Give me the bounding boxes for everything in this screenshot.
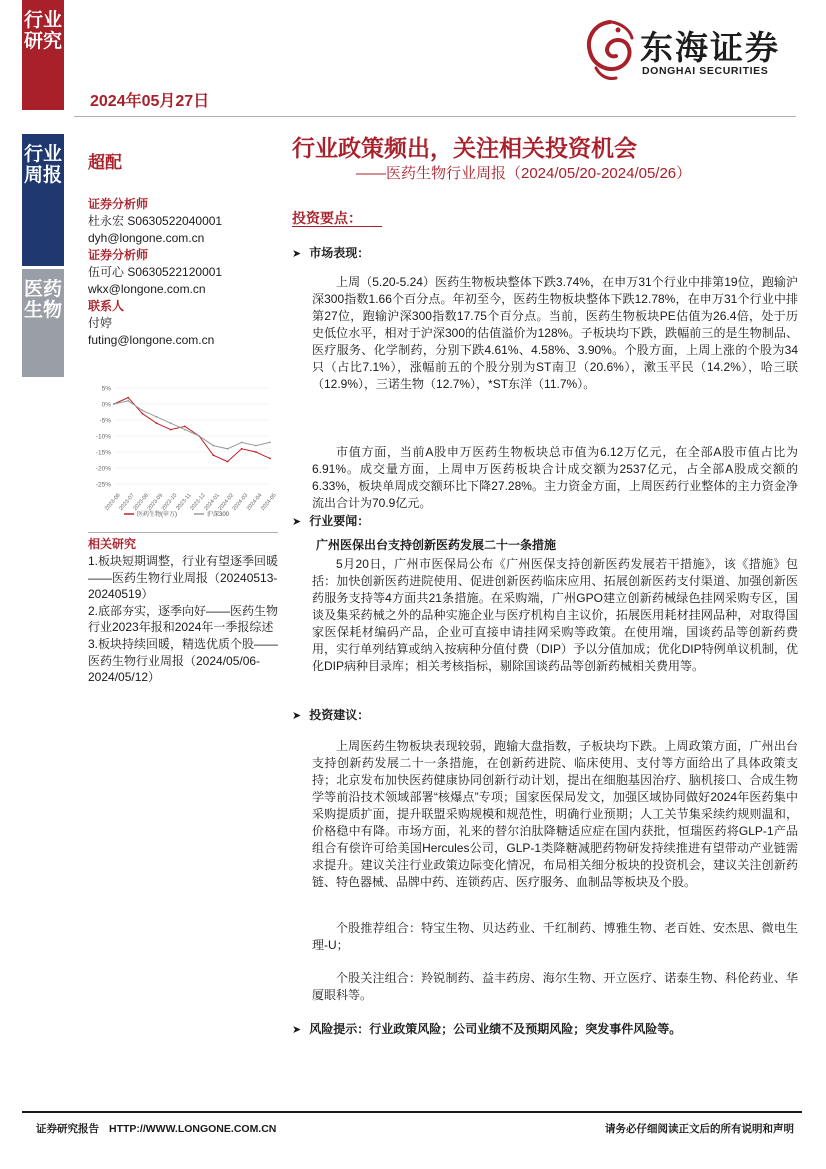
tab-label: 医药生物 <box>23 279 62 321</box>
news-paragraph: 5月20日，广州市医保局公布《广州医保支持创新医药发展若干措施》，该《措施》包括：加快创新医药进院使用、促进创新医药临床应用、拓展创新医药支付渠道、加强创新医药服务支持等4方面共21条措施。在采购端，广州GPO建立创新药械绿色挂网采购专区，国谈及集采药械之外的品种实施企业与医疗机构自主议价，拓展医用耗材挂网品种，对取得国家医保耗材编码产品，企业可直接申请挂网采购等政策。在使用端，国谈药品等创新药费用，实行单列结算或纳入按病种分值付费（DIP）予以分值加成；优化DIP特例单议机制，优化DIP病种目录库；相关考核指标，剔除国谈药品等创新药械相关费用等。 <box>312 557 798 673</box>
chart-point <box>212 454 214 456</box>
related-research <box>88 536 278 686</box>
header-rule <box>74 116 796 117</box>
related-heading: 相关研究 <box>88 537 137 551</box>
chart-point <box>212 445 214 447</box>
market-paragraph-2: 市值方面，当前A股申万医药生物板块总市值为6.12万亿元，在全部A股市值占比为6.91%。成交量方面，上周申万医药板块合计成交额为2537亿元，占全部A股成交额的6.33%，板块单周成交额环比下降27.28%。主力资金方面，上周医药行业整体的主力资金净流出合计为70.9亿元。 <box>312 445 798 510</box>
chart-point <box>170 422 172 424</box>
chart-x-tick-label: 2023-12 <box>189 492 207 512</box>
chart-x-tick-label: 2023-07 <box>118 492 136 512</box>
chart-point <box>141 410 143 412</box>
analyst-role: 证券分析师 <box>88 248 149 262</box>
category-tab-weekly <box>22 134 64 266</box>
footer-left <box>36 1121 276 1136</box>
chart-x-tick-label: 2024-03 <box>231 492 250 512</box>
chart-point <box>184 429 186 431</box>
chart-x-tick-label: 2023-09 <box>146 492 165 512</box>
watch-stocks: 个股关注组合：羚锐制药、益丰药房、海尔生物、开立医疗、诺泰生物、科伦药业、华厦眼科等。 <box>312 971 798 1002</box>
category-tab-research <box>22 0 64 110</box>
footer-rule <box>22 1111 802 1113</box>
related-item[interactable]: 1.板块短期调整，行业有望逐季回暖——医药生物行业周报（20240513-20240519） <box>88 554 279 602</box>
chart-point <box>255 445 257 447</box>
risk-heading: 风险提示： <box>309 1022 370 1036</box>
contact-name: 付婷 <box>88 316 113 330</box>
recommended-stocks: 个股推荐组合：特宝生物、贝达药业、千红制药、博雅生物、老百姓、安杰思、微电生理-U； <box>312 921 798 952</box>
chevron-right-icon: ➤ <box>292 248 302 260</box>
chart-point <box>141 413 143 415</box>
chart-x-tick-label: 2023-06 <box>104 492 122 512</box>
report-subtitle: ——医药生物行业周报（2024/05/20-2024/05/26） <box>356 165 692 182</box>
analyst-name: 杜永宏 S0630522040001 <box>88 214 223 228</box>
contact-role: 联系人 <box>88 299 125 313</box>
section-heading: 行业要闻： <box>309 514 370 528</box>
chart-x-tick-label: 2023-11 <box>175 492 193 512</box>
company-logo <box>582 18 802 82</box>
chart-point <box>241 442 243 444</box>
section-heading: 投资建议： <box>309 708 370 722</box>
chevron-right-icon: ➤ <box>292 516 302 528</box>
chart-point <box>184 426 186 428</box>
analyst-block <box>88 196 278 349</box>
chart-point <box>227 461 229 463</box>
chart-point <box>156 422 158 424</box>
chart-y-tick-label: 0% <box>101 401 111 409</box>
chart-point <box>241 448 243 450</box>
report-title: 行业政策频出，关注相关投资机会 <box>292 135 637 161</box>
footer-report-type: 证券研究报告 <box>36 1123 99 1135</box>
chart-x-tick-label: 2024-02 <box>217 492 236 512</box>
chart-point <box>227 448 229 450</box>
contact-email[interactable]: futing@longone.com.cn <box>88 333 215 347</box>
chart-x-tick-label: 2024-05 <box>260 492 278 512</box>
performance-chart-svg <box>88 382 278 520</box>
chart-x-tick-label: 2024-01 <box>203 492 221 512</box>
logo-text-cn: 东海证券 <box>640 28 780 67</box>
tab-label: 行业周报 <box>23 144 62 186</box>
section-news <box>292 512 369 529</box>
section-heading: 市场表现： <box>309 246 370 260</box>
chart-y-tick-label: -25% <box>95 481 111 489</box>
chart-point <box>127 400 129 402</box>
chart-point <box>269 442 271 444</box>
performance-chart <box>88 382 278 520</box>
chart-point <box>255 451 257 453</box>
chart-y-tick-label: -15% <box>95 449 111 457</box>
advice-paragraph: 上周医药生物板块表现较弱，跑输大盘指数，子板块均下跌。上周政策方面，广州出台支持创新药发展二十一条措施，在创新药进院、临床使用、支付等方面给出了具体政策支持；北京发布加快医药健康协同创新行动计划，提出在细胞基因治疗、脑机接口、合成生物学等前沿技术领域部署“核爆点”专项；国家医保局发文，加强区域协同做好2024年医药集中采购提质扩面，提升联盟采购规模和规范性，明确行业预期；人工关节集采续约规则温和，价格稳中有降。市场方面，礼来的替尔泊肽降糖适应症在国内获批，恒瑞医药将GLP-1产品组合有偿许可给美国Hercules公司，GLP-1类降糖减肥药物研发持续推进有望带动产业链需求提升。建议关注行业政策边际变化情况，布局相关细分板块的投资机会，建议关注创新药链、特色器械、品牌中药、连锁药店、医疗服务、血制品等板块及个股。 <box>312 739 798 889</box>
chart-point <box>170 429 172 431</box>
section-risk <box>292 1020 681 1037</box>
risk-text: 行业政策风险；公司业绩不及预期风险；突发事件风险等。 <box>369 1022 682 1036</box>
chart-point <box>156 416 158 418</box>
chart-point <box>269 458 271 460</box>
analyst-email[interactable]: dyh@longone.com.cn <box>88 231 205 245</box>
chart-x-tick-label: 2023-10 <box>160 492 179 512</box>
footer-disclaimer: 请务必仔细阅读正文后的所有说明和声明 <box>605 1123 794 1135</box>
tab-label: 行业研究 <box>23 10 62 52</box>
related-item[interactable]: 2.底部夯实，逐季向好——医药生物行业2023年报和2024年一季报综述 <box>88 603 279 635</box>
key-points-underline <box>292 226 382 227</box>
chart-x-tick-label: 2023-08 <box>132 492 151 512</box>
chevron-right-icon: ➤ <box>292 710 302 722</box>
industry-rating: 超配 <box>88 153 122 172</box>
chart-x-tick-label: 2024-04 <box>245 492 264 512</box>
chart-legend-label: 医药生物(申万) <box>137 512 177 518</box>
chart-y-tick-label: 5% <box>101 385 111 393</box>
related-item[interactable]: 3.板块持续回暖，精选优质个股——医药生物行业周报（2024/05/06-2024/05/12） <box>88 636 279 685</box>
chart-y-tick-label: -5% <box>99 417 111 425</box>
chart-point <box>113 403 115 405</box>
section-advice <box>292 706 369 723</box>
analyst-email[interactable]: wkx@longone.com.cn <box>88 282 206 296</box>
chart-legend-label: 沪深300 <box>207 512 230 518</box>
report-date: 2024年05月27日 <box>90 93 210 110</box>
chart-y-tick-label: -20% <box>95 465 111 473</box>
news-subheading: 广州医保出台支持创新医药发展二十一条措施 <box>316 538 557 552</box>
dragon-logo-icon <box>582 18 638 82</box>
footer-website-link[interactable]: HTTP://WWW.LONGONE.COM.CN <box>109 1123 277 1135</box>
related-rule <box>88 532 278 533</box>
analyst-name: 伍可心 S0630522120001 <box>88 265 223 279</box>
analyst-role: 证券分析师 <box>88 197 149 211</box>
key-points-heading: 投资要点： <box>292 210 362 226</box>
logo-text-en: DONGHAI SECURITIES <box>642 65 769 77</box>
chart-point <box>127 397 129 399</box>
chart-point <box>198 435 200 437</box>
market-paragraph-1: 上周（5.20-5.24）医药生物板块整体下跌3.74%，在申万31个行业中排第19位，跑输沪深300指数1.66个百分点。年初至今，医药生物板块整体下跌12.78%，在申万31个行业中排第27位，跑输沪深300指数17.75个百分点。当前，医药生物板块PE估值为26.4倍，处于历史低位水平，相对于沪深300的估值溢价为128%。子板块均下跌，跌幅前三的是生物制品、医疗服务、化学制药，分别下跌4.61%、4.58%、3.90%。个股方面，上周上涨的个股为34只（占比7.1%），涨幅前五的个股分别为ST南卫（20.6%），漱玉平民（14.2%），哈三联（12.9%），三诺生物（12.7%），*ST东洋（11.7%）。 <box>312 275 798 391</box>
category-tab-industry <box>22 269 64 377</box>
section-market <box>292 244 369 261</box>
chart-y-tick-label: -10% <box>95 433 111 441</box>
chevron-right-icon: ➤ <box>292 1024 302 1036</box>
